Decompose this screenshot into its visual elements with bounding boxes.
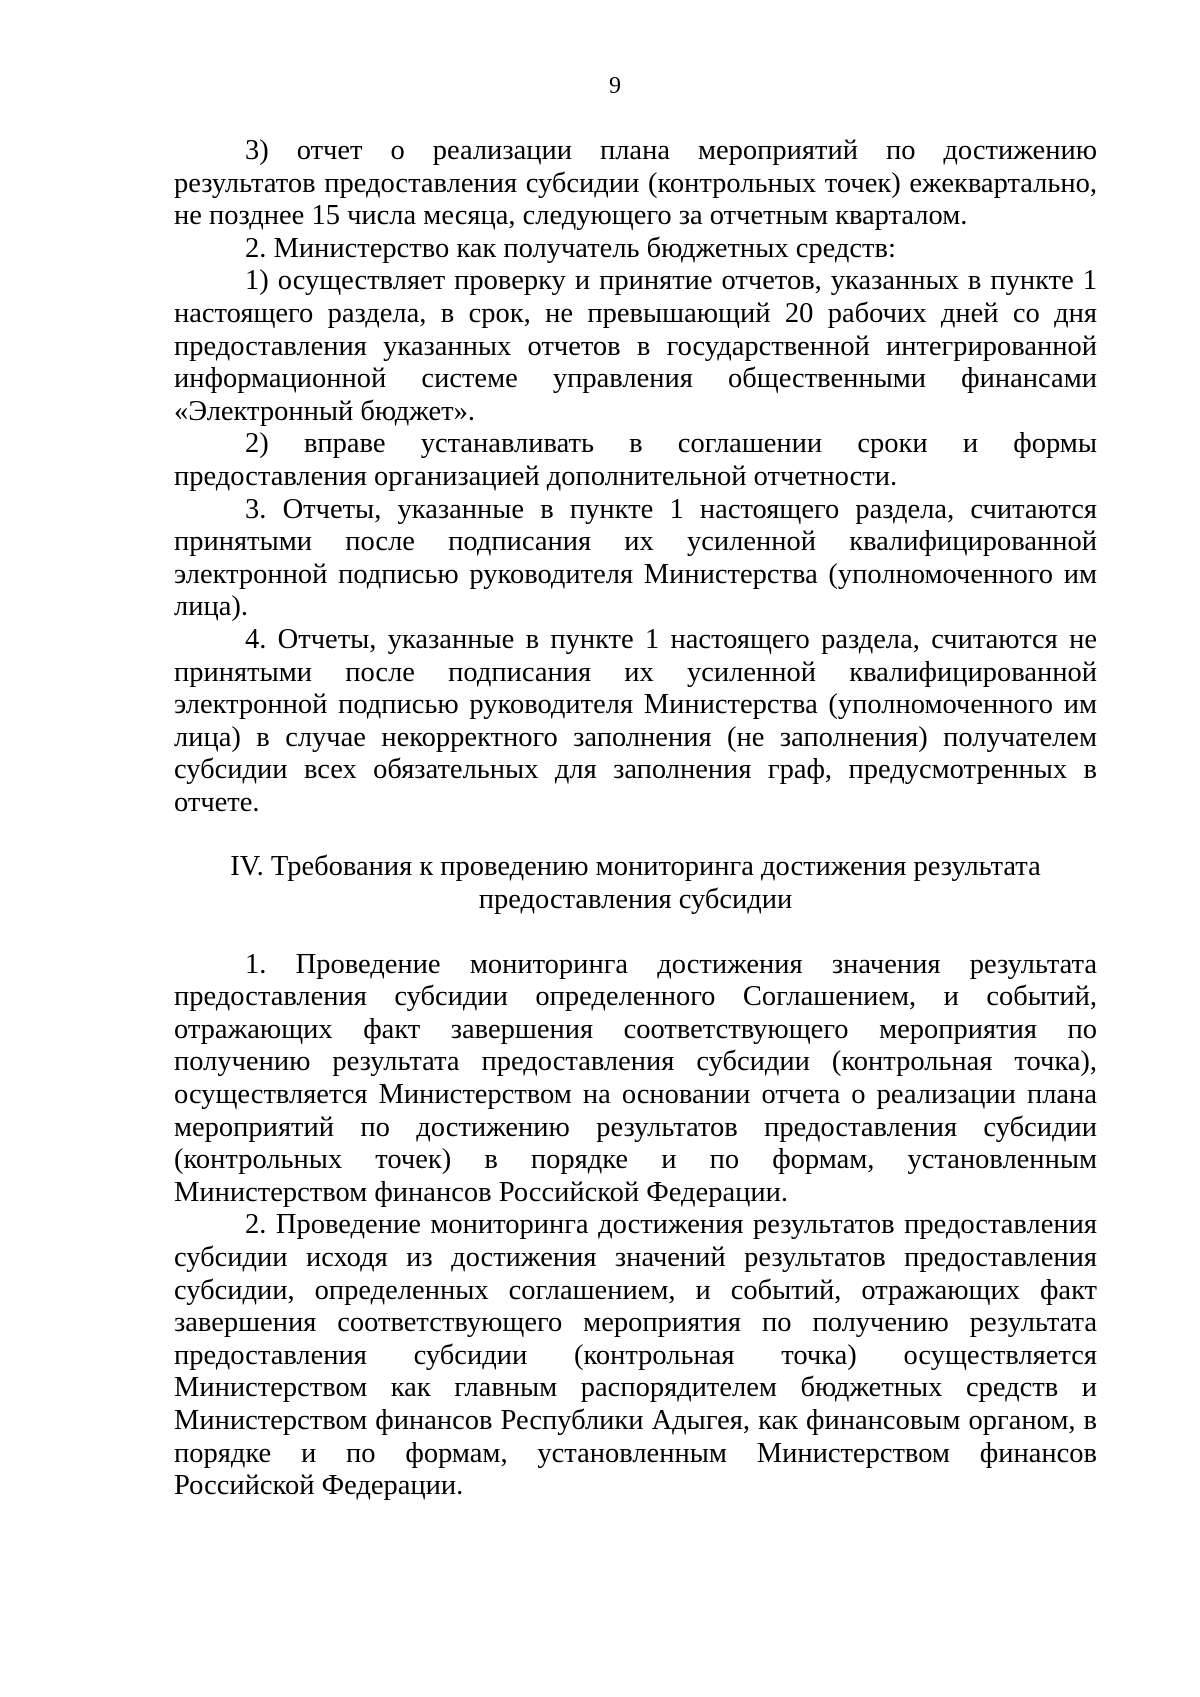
paragraph-ministry-role: 2. Министерство как получатель бюджетных средств: [245,232,896,264]
paragraph-monitoring-1: 1. Проведение мониторинга достижения значения результата предоставления субсидии определенного Соглашением, и событий, отражающих факт завершения соответствующего мероприятия по получению результата предоставления субсидии (контрольная точка), осуществляется Министерством на основании отчета о реализации плана мероприятий по достижению результатов предоставления субсидии (контрольных точек) в порядке и по формам, установленным Министерством финансов Российской Федерации. [174,948,1097,1208]
section-heading-line-1: IV. Требования к проведению мониторинга достижения результата [230,851,1041,883]
paragraph-reports-not-accepted: 4. Отчеты, указанные в пункте 1 настоящего раздела, считаются не принятыми после подписания их усиленной квалифицированной электронной подписью руководителя Министерства (уполномоченного им лица) в случае некорректного заполнения (не заполнения) получателем субсидии всех обязательных для заполнения граф, предусмотренных в отчете. [174,623,1097,818]
paragraph-ministry-check: 1) осуществляет проверку и принятие отчетов, указанных в пункте 1 настоящего раздела, в срок, не превышающий 20 рабочих дней со дня предоставления указанных отчетов в государственной интегрированной информационной системе управления общественными финансами «Электронный бюджет». [174,265,1097,427]
page-number: 9 [609,73,621,99]
paragraph-monitoring-2: 2. Проведение мониторинга достижения результатов предоставления субсидии исходя из достижения значений результатов предоставления субсидии, определенных соглашением, и событий, отражающих факт завершения соответствующего мероприятия по получению результата предоставления субсидии (контрольная точка) осуществляется Министерством как главным распорядителем бюджетных средств и Министерством финансов Республики Адыгея, как финансовым органом, в порядке и по формам, установленным Министерством финансов Российской Федерации. [174,1209,1097,1502]
paragraph-report-schedule: 3) отчет о реализации плана мероприятий по достижению результатов предоставления субсидии (контрольных точек) ежеквартально, не позднее 15 числа месяца, следующего за отчетным кварталом. [174,135,1097,232]
document-body [174,135,1097,1503]
section-heading-line-2: предоставления субсидии [478,884,793,916]
paragraph-ministry-rights: 2) вправе устанавливать в соглашении сроки и формы предоставления организацией дополнительной отчетности. [174,428,1097,492]
section-heading [174,851,1097,916]
paragraph-reports-accepted: 3. Отчеты, указанные в пункте 1 настоящего раздела, считаются принятыми после подписания их усиленной квалифицированной электронной подписью руководителя Министерства (уполномоченного им лица). [174,493,1097,623]
